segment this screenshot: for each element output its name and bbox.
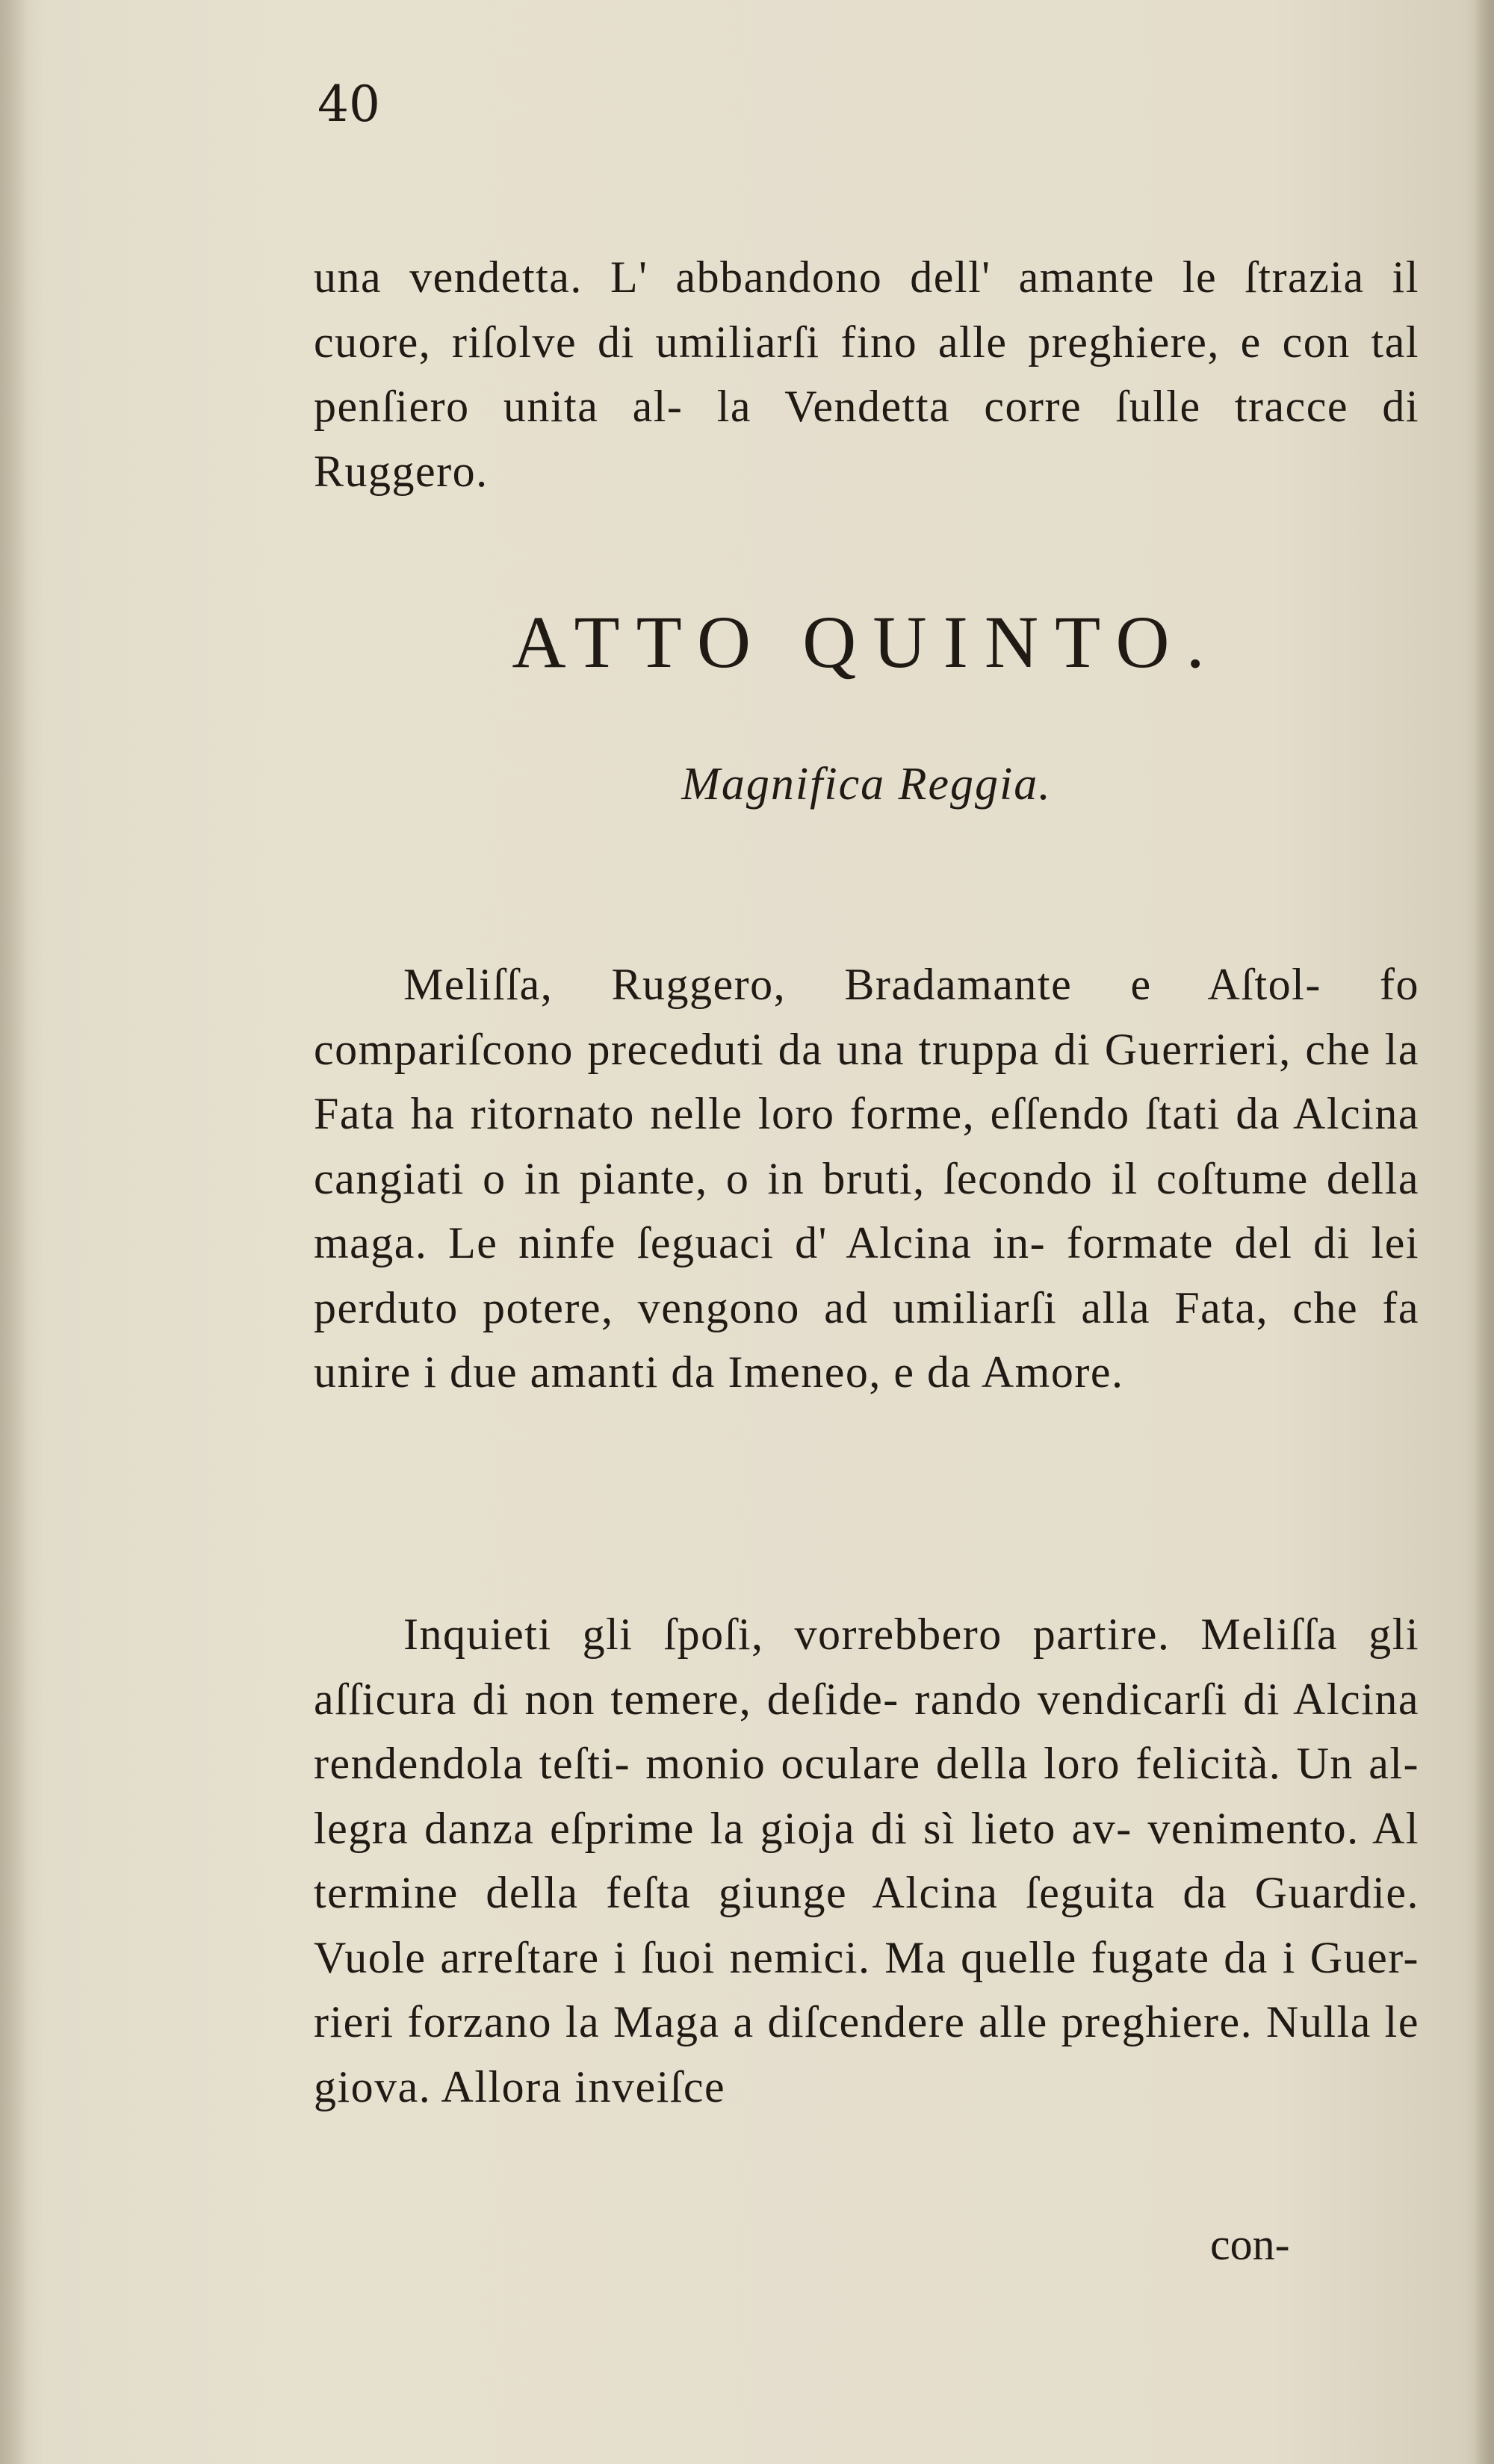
page-edge-shadow [1475, 0, 1494, 2464]
paragraph-2: Meliſſa, Ruggero, Bradamante e Aſtol- fo compariſcono preceduti da una truppa di Guerrieri, che la Fata ha ritornato nelle loro forme, eſſendo ſtati da Alcina cangiati o in piante, o in bruti, ſecondo il coſtume della maga. Le ninfe ſeguaci d' Alcina in- formate del di lei perduto potere, vengono ad umiliarſi alla Fata, che fa unire i due amanti da Imeneo, e da Amore. [314, 960, 1419, 1397]
act-title: ATTO QUINTO. [512, 601, 1221, 683]
scene-heading: Magnifica Reggia. [681, 759, 1052, 810]
page-gutter-shadow [0, 0, 27, 2464]
paragraph-3: Inquieti gli ſpoſi, vorrebbero partire. Meliſſa gli aſſicura di non temere, deſide- rando vendicarſi di Alcina rendendola teſti- monio oculare della loro felicità. Un al- legra danza eſprime la gioja di sì lieto av- venimento. Al termine della feſta giunge Alcina ſeguita da Guardie. Vuole arreſtare i ſuoi nemici. Ma quelle fugate da i Guer- rieri forzano la Maga a diſcendere alle preghiere. Nulla le giova. Allora inveiſce [314, 1610, 1419, 2111]
catchword: con- [1210, 2220, 1290, 2269]
page-number: 40 [317, 75, 380, 133]
paragraph-1: una vendetta. L' abbandono dell' amante le ſtrazia il cuore, riſolve di umiliarſi fino alle preghiere, e con tal penſiero unita al- la Vendetta corre ſulle tracce di Ruggero. [314, 252, 1419, 496]
